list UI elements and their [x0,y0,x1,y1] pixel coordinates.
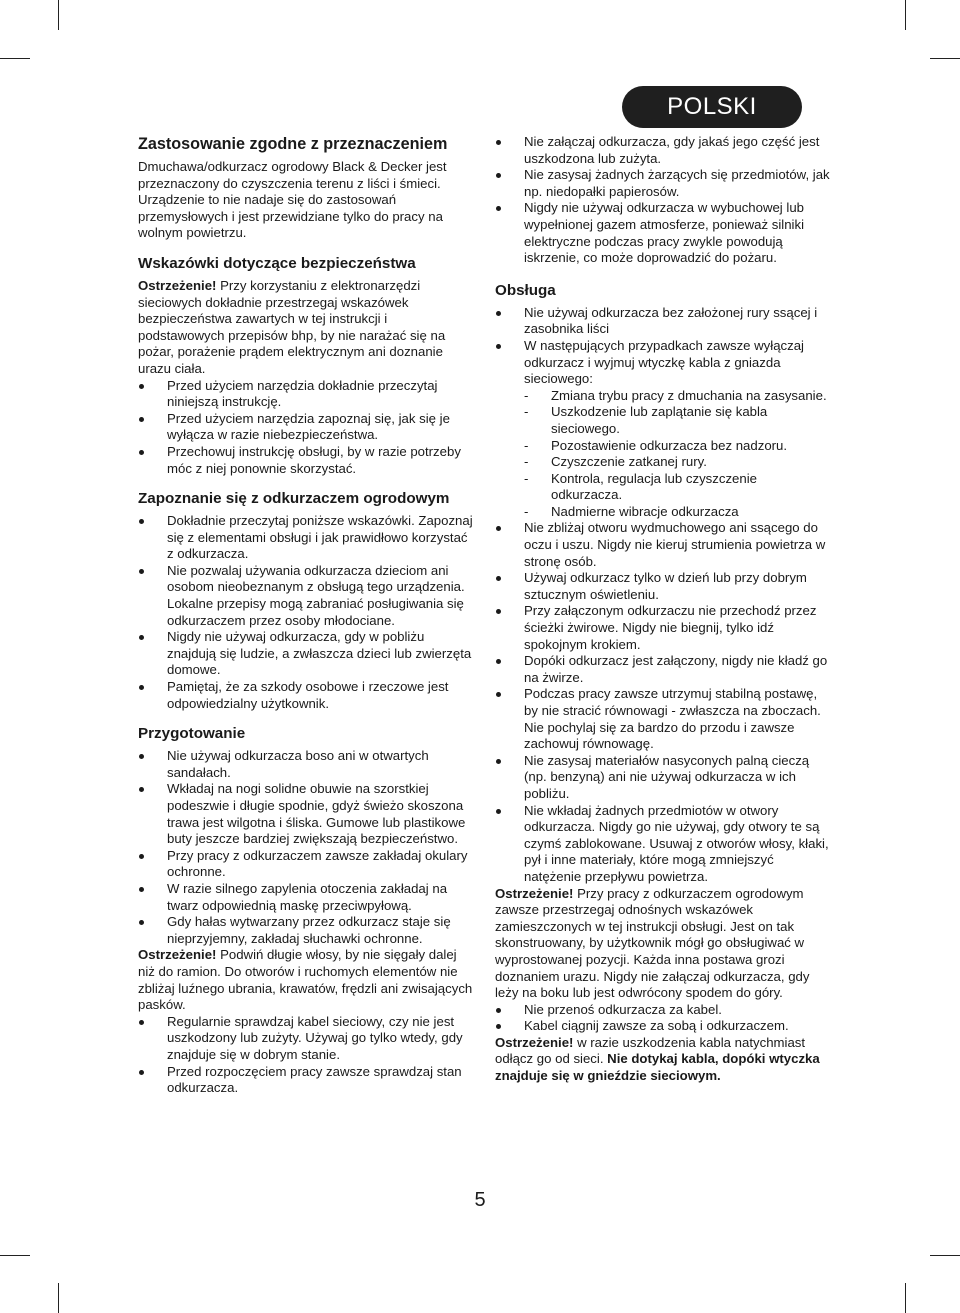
dash-item [495,471,830,504]
list-item: Wkładaj na nogi solidne obuwie na szorstkiej podeszwie i długie spodnie, gdyż świeżo skoszona trawa jest wilgotna i śliska. Gumowe lub plastikowe buty jeszcze bardziej zwiększają bezpieczeństwo. [138,781,473,847]
section-title-familiarization: Zapoznanie się z odkurzaczem ogrodowym [138,490,450,508]
list-item: Dopóki odkurzacz jest załączony, nigdy nie kładź go na żwirze. [495,653,830,686]
dash-item-text: Czyszczenie zatkanej rury. [551,454,707,470]
dash-marker: - [524,404,529,420]
preparation-list [138,748,473,947]
safety-warning [138,278,473,378]
section-title-preparation: Przygotowanie [138,725,246,743]
dash-item [495,404,830,437]
list-item: Kabel ciągnij zawsze za sobą i odkurzaczem. [495,1018,830,1035]
operation-warning [495,886,830,1002]
warning-label: Ostrzeżenie! [138,947,217,963]
dash-marker: - [524,437,529,453]
left-column [138,134,473,1097]
list-item: Nie zasysaj żadnych żarzących się przedmiotów, jak np. niedopałki papierosów. [495,167,830,200]
crop-mark [58,1283,59,1313]
dash-item [495,438,830,455]
list-item: Nie wkładaj żadnych przedmiotów w otwory odkurzacza. Nigdy go nie używaj, gdy otwory te są czymś zablokowane. Usuwaj z otworów włosy, kłaki, pył i inne materiały, które mogą zmniejszyć natężenie przepływu powietrza. [495,803,830,886]
section-title-operation: Obsługa [495,281,556,299]
list-item: Przechowuj instrukcję obsługi, by w razie potrzeby móc z niej ponownie skorzystać. [138,444,473,477]
crop-mark [930,58,960,59]
cable-list [495,1002,830,1035]
list-item: Nie używaj odkurzacza boso ani w otwartych sandałach. [138,748,473,781]
list-item: Nie przenoś odkurzacza za kabel. [495,1002,830,1019]
warning-text: Przy korzystaniu z elektronarzędzi sieciowych dokładnie przestrzegaj wskazówek bezpieczeństwa zawartych w tej instrukcji i podstawowych przepisów bhp, by nie narażać się na pożar, porażenie prądem elektrycznym ani doznanie urazu ciała. [138,277,446,376]
warning-label: Ostrzeżenie! [495,1034,574,1050]
list-item: Podczas pracy zawsze utrzymuj stabilną postawę, by nie stracić równowagi - zwłaszcza na zboczach. Nie pochylaj się za bardzo do przodu i zawsze zachowuj równowagę. [495,686,830,752]
warning-text: Przy pracy z odkurzaczem ogrodowym zawsze przestrzegaj odnośnych wskazówek zamieszczonych w tej instrukcji obsługi. Jest on tak skonstruowany, by użytkownik mógł go obsługiwać w wyprostowanej pozycji. Każda inna postawa grozi doznaniem urazu. Nigdy nie załączaj odkurzacza, gdy leży na boku lub jest odwrócony spodem do góry. [495,885,810,1001]
intended-use-text: Dmuchawa/odkurzacz ogrodowy Black & Decker jest przeznaczony do czyszczenia terenu z liści i śmieci. Urządzenie to nie nadaje się do zastosowań przemysłowych i jest przewidziane tylko do pracy na wolnym powietrzu. [138,159,447,241]
safety-list-continued [495,134,830,267]
crop-mark [58,0,59,30]
warning-text: w razie uszkodzenia kabla natychmiast odłącz go od sieci. [495,1034,806,1067]
section-title-intended-use: Zastosowanie zgodne z przeznaczeniem [138,135,448,153]
dash-item-text: Pozostawienie odkurzacza bez nadzoru. [551,437,788,453]
list-item: Nie pozwalaj używania odkurzacza dzieciom ani osobom nieobeznanym z obsługą tego urządzenia. Lokalne przepisy mogą zabraniać posługiwania się odkurzaczem przez osoby młodociane. [138,563,473,629]
crop-mark [0,58,30,59]
cable-warning [495,1035,830,1085]
list-item: Nigdy nie używaj odkurzacza w wybuchowej lub wypełnionej gazem atmosferze, ponieważ silniki elektryczne podczas pracy zwykle powodują iskrzenie, co może doprowadzić do pożaru. [495,200,830,266]
list-item: Nigdy nie używaj odkurzacza, gdy w pobliżu znajdują się ludzie, a zwłaszcza dzieci lub zwierzęta domowe. [138,629,473,679]
dash-item [495,454,830,471]
list-item: Przy załączonym odkurzaczu nie przechodź przez ścieżki żwirowe. Nigdy nie biegnij, tylko idź spokojnym krokiem. [495,603,830,653]
warning-label: Ostrzeżenie! [138,277,217,293]
dash-item-text: Nadmierne wibracje odkurzacza [551,503,739,519]
warning-label: Ostrzeżenie! [495,885,574,901]
list-item: Nie załączaj odkurzacza, gdy jakaś jego część jest uszkodzona lub zużyta. [495,134,830,167]
language-badge: POLSKI [622,86,802,128]
list-item: Używaj odkurzacz tylko w dzień lub przy dobrym sztucznym oświetleniu. [495,570,830,603]
dash-marker: - [524,503,529,519]
dash-marker: - [524,470,529,486]
warning-emphasis: Nie dotykaj kabla, dopóki wtyczka znajduje się w gnieździe sieciowym. [495,1051,820,1084]
section-title-safety: Wskazówki dotyczące bezpieczeństwa [138,254,416,272]
list-item: Przed użyciem narzędzia dokładnie przeczytaj niniejszą instrukcję. [138,378,473,411]
list-item: Regularnie sprawdzaj kabel sieciowy, czy nie jest uszkodzony lub zużyty. Używaj go tylko wtedy, gdy znajduje się w dobrym stanie. [138,1014,473,1064]
list-item: Przed rozpoczęciem pracy zawsze sprawdzaj stan odkurzacza. [138,1064,473,1097]
crop-mark [905,1283,906,1313]
right-column [495,134,830,1085]
preparation-warning [138,947,473,1013]
warning-text: Podwiń długie włosy, by nie sięgały dalej niż do ramion. Do otworów i ruchomych elementów nie zbliżaj luźnego ubrania, krawatów, frędzli ani zwisających pasków. [138,947,473,1013]
list-item: Nie zbliżaj otworu wydmuchowego ani ssącego do oczu i uszu. Nigdy nie kieruj strumienia powietrza w stronę osób. [495,520,830,570]
safety-list [138,378,473,478]
crop-mark [905,0,906,30]
list-item: W razie silnego zapylenia otoczenia zakładaj na twarz odpowiednią maskę przeciwpyłową. [138,881,473,914]
dash-item-text: Zmiana trybu pracy z dmuchania na zasysanie. [551,387,827,403]
list-item: W następujących przypadkach zawsze wyłączaj odkurzacz i wyjmuj wtyczkę kabla z gniazda sieciowego: [495,338,830,388]
page-number: 5 [474,1189,486,1211]
list-item: Przy pracy z odkurzaczem zawsze zakładaj okulary ochronne. [138,848,473,881]
operation-list [495,305,830,886]
list-item: Dokładnie przeczytaj poniższe wskazówki. Zapoznaj się z elementami obsługi i jak prawidłowo korzystać z odkurzacza. [138,513,473,563]
dash-marker: - [524,454,529,470]
dash-item [495,504,830,521]
list-item: Nie zasysaj materiałów nasyconych palną cieczą (np. benzyną) ani nie używaj odkurzacza w ich pobliżu. [495,753,830,803]
dash-item [495,388,830,405]
list-item: Gdy hałas wytwarzany przez odkurzacz staje się nieprzyjemny, zakładaj słuchawki ochronne. [138,914,473,947]
crop-mark [930,1255,960,1256]
list-item: Pamiętaj, że za szkody osobowe i rzeczowe jest odpowiedzialny użytkownik. [138,679,473,712]
list-item: Nie używaj odkurzacza bez założonej rury ssącej i zasobnika liści [495,305,830,338]
preparation-list-2 [138,1014,473,1097]
list-item: Przed użyciem narzędzia zapoznaj się, jak się je wyłącza w razie niebezpieczeństwa. [138,411,473,444]
dash-item-text: Uszkodzenie lub zaplątanie się kabla sieciowego. [551,404,768,436]
dash-item-text: Kontrola, regulacja lub czyszczenie odkurzacza. [551,470,757,503]
crop-mark [0,1255,30,1256]
dash-marker: - [524,387,529,403]
familiarization-list [138,513,473,712]
